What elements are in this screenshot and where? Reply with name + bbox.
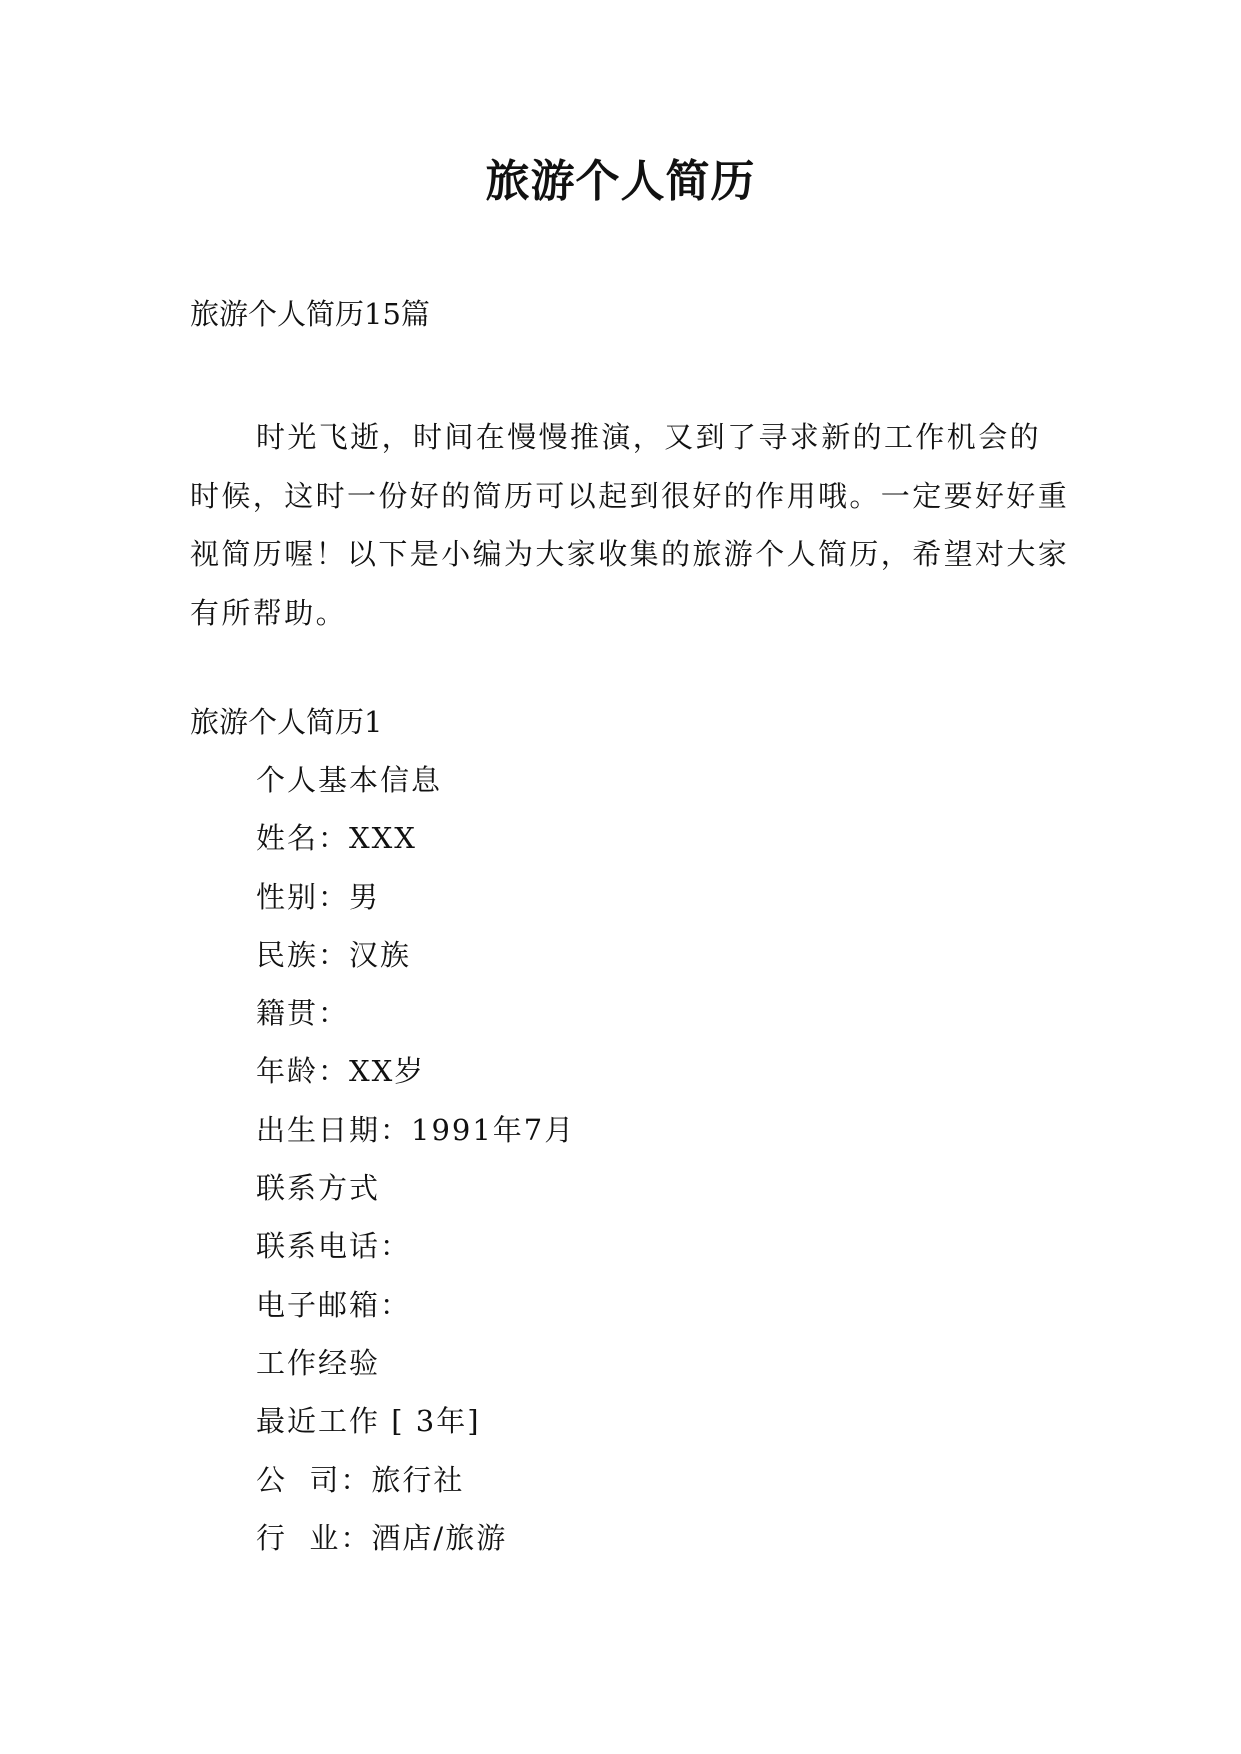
field-email: 电子邮箱：	[256, 1287, 412, 1322]
field-age: 年龄：XX岁	[256, 1054, 426, 1089]
section-heading-work-experience: 工作经验	[256, 1345, 381, 1380]
field-native-place: 籍贯：	[256, 996, 350, 1031]
intro-paragraph: 时光飞逝，时间在慢慢推演，又到了寻求新的工作机会的时候，这时一份好的简历可以起到很好的作用哦。一定要好好重视简历喔！以下是小编为大家收集的旅游个人简历，希望对大家有所帮助。	[190, 420, 1070, 630]
field-birth-date: 出生日期：1991年7月	[256, 1112, 576, 1147]
field-ethnicity: 民族：汉族	[256, 937, 412, 972]
document-title: 旅游个人简历	[485, 156, 756, 207]
field-company: 公 司：旅行社	[256, 1462, 465, 1497]
section-title: 旅游个人简历1	[190, 705, 383, 739]
field-phone: 联系电话：	[256, 1229, 412, 1264]
resume-field-list	[256, 760, 575, 1576]
field-name: 姓名：XXX	[256, 821, 417, 856]
document-subtitle: 旅游个人简历15篇	[190, 297, 430, 331]
field-recent-work: 最近工作 [ 3年]	[256, 1404, 481, 1439]
field-industry: 行 业：酒店/旅游	[256, 1520, 508, 1555]
field-gender: 性别：男	[256, 879, 381, 914]
section-heading-basic-info: 个人基本信息	[256, 763, 443, 797]
section-heading-contact: 联系方式	[256, 1171, 381, 1206]
